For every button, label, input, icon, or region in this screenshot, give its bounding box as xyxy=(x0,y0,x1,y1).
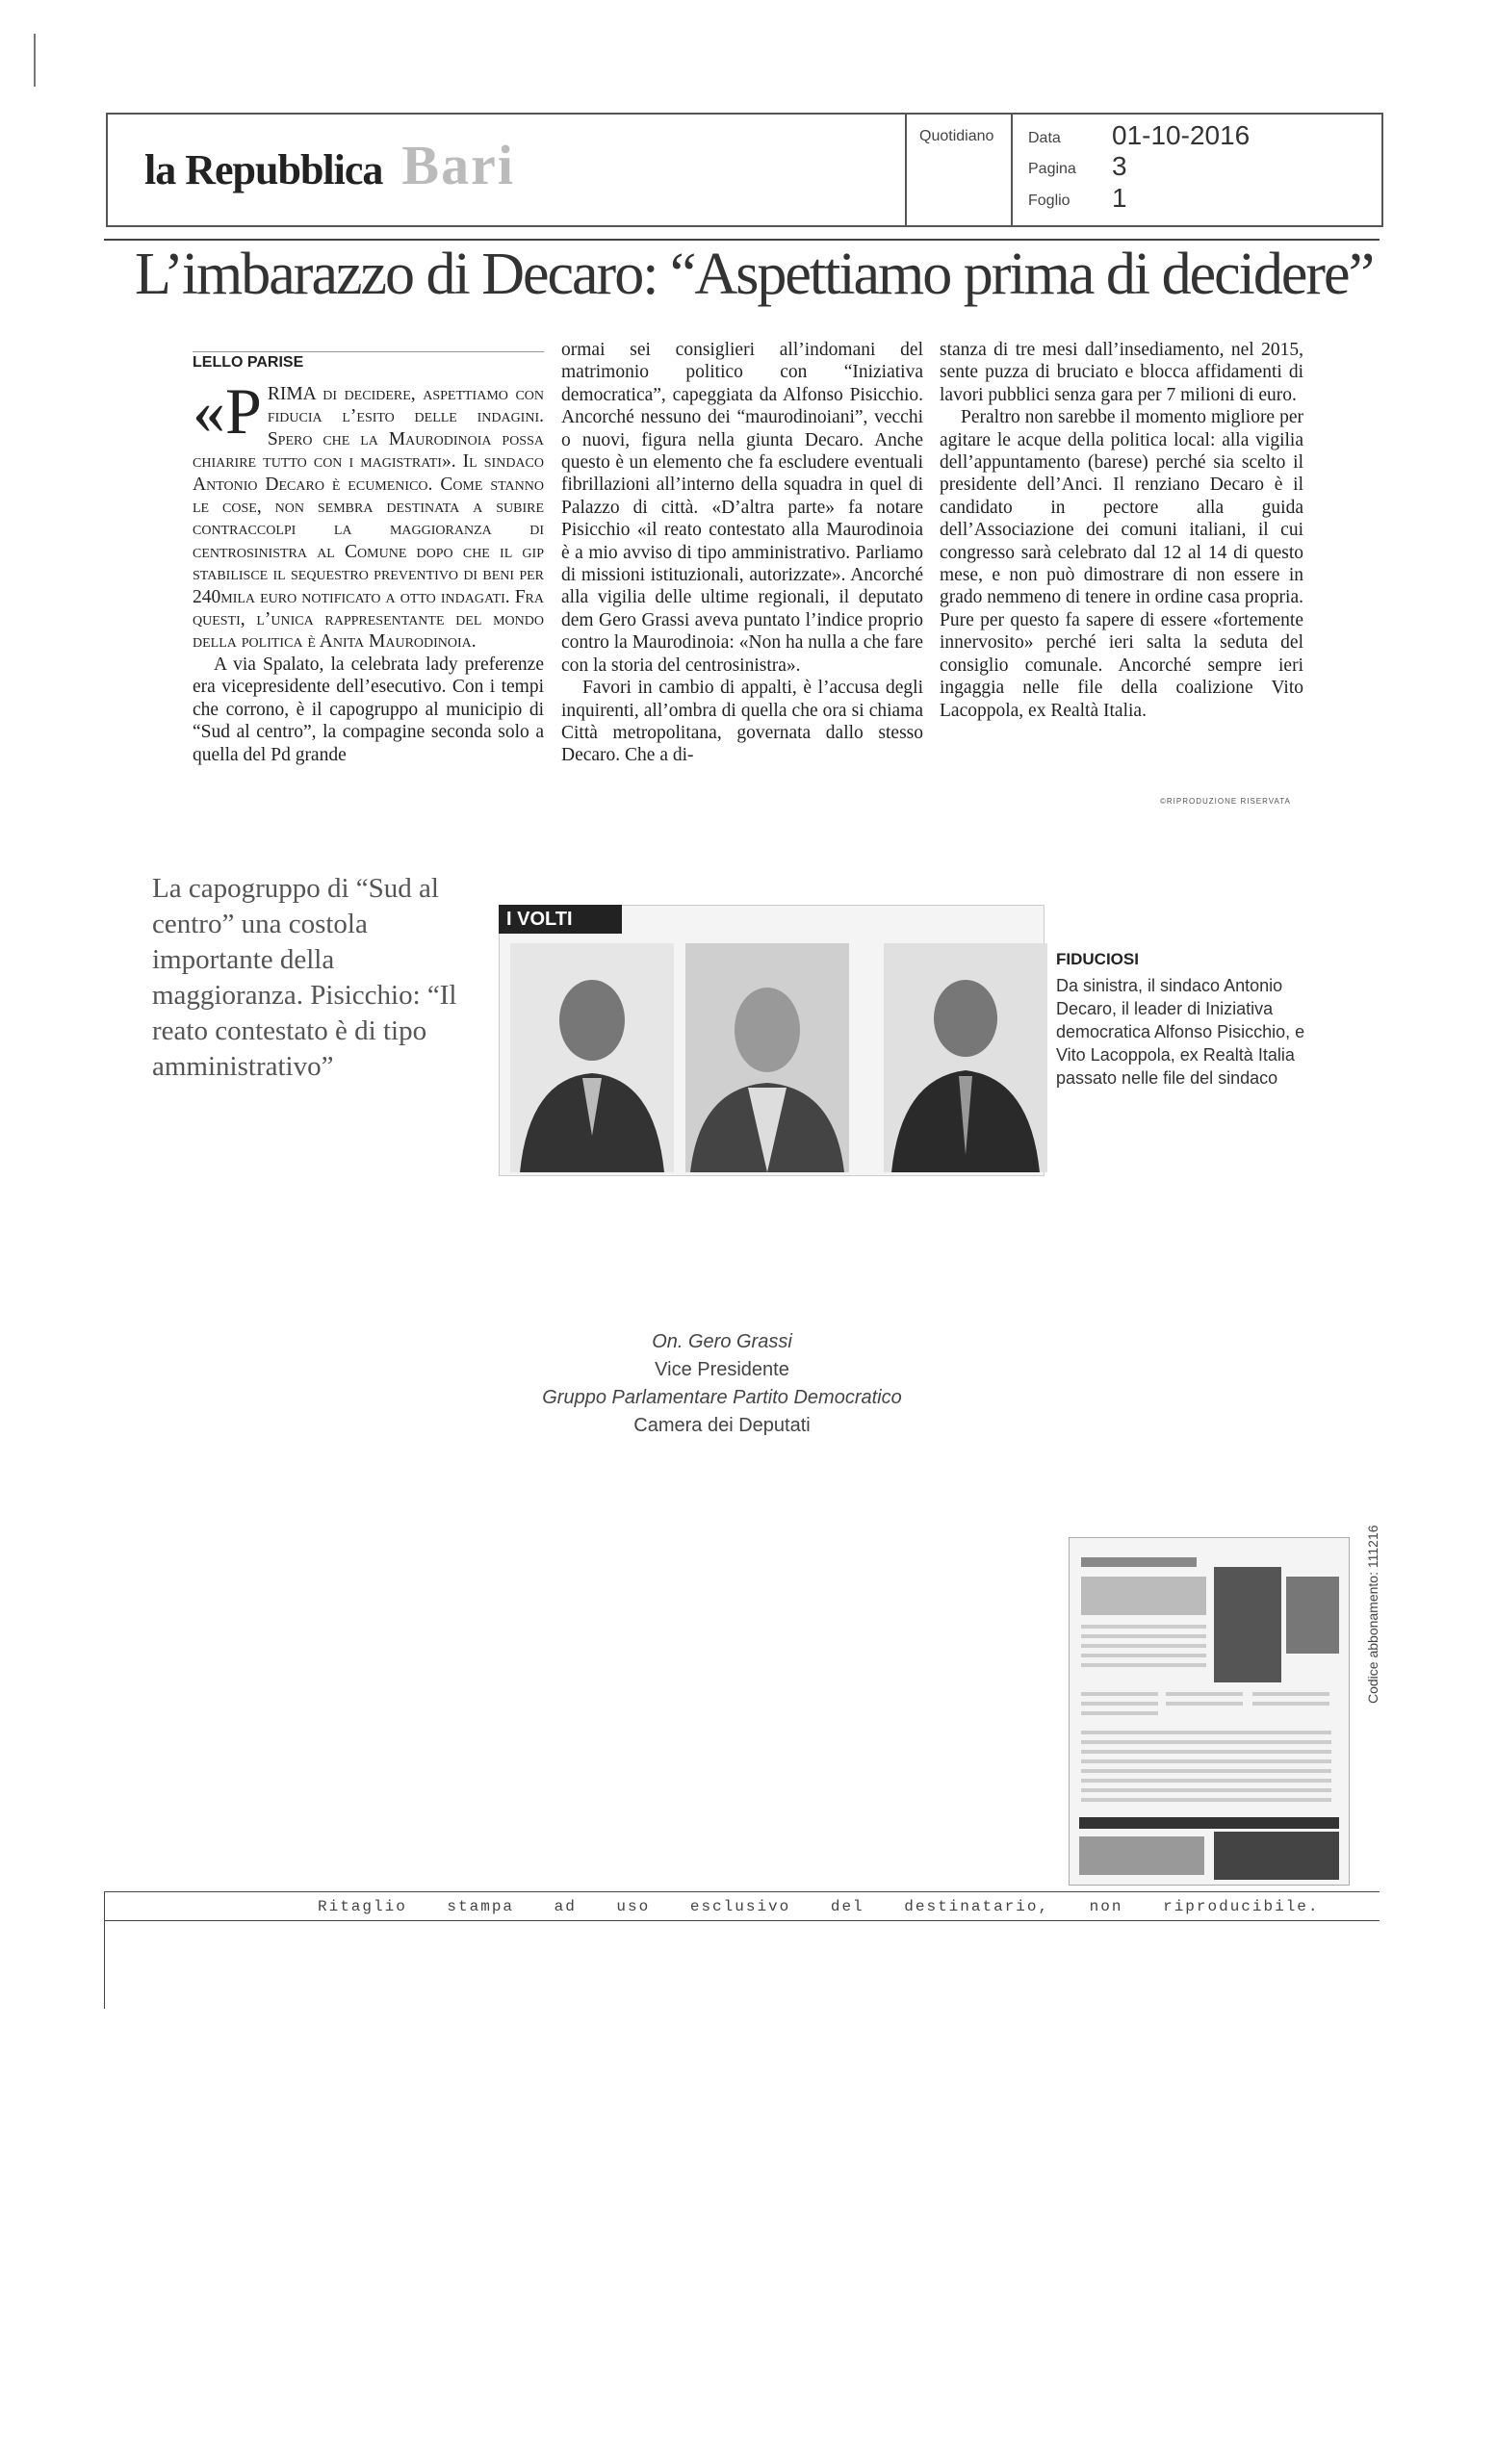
photo-portrait xyxy=(685,943,849,1172)
caption-title: FIDUCIOSI xyxy=(1056,950,1139,968)
divider xyxy=(104,1891,105,2009)
foglio-value: 1 xyxy=(1112,183,1127,213)
signature-name: On. Gero Grassi xyxy=(652,1331,792,1352)
header-divider xyxy=(905,113,907,225)
paragraph: Favori in cambio di appalti, è l’accusa degli inquirenti, all’ombra di quella che ora si chiama Città metropolitana, governata dallo stesso Decaro. Che a di- xyxy=(561,678,923,766)
scan-mark xyxy=(34,34,36,87)
divider xyxy=(104,1891,1380,1892)
page-thumbnail-icon xyxy=(1070,1538,1349,1885)
signature-group: Gruppo Parlamentare Partito Democratico xyxy=(542,1387,902,1408)
person-photo-icon xyxy=(685,943,849,1172)
data-value: 01-10-2016 xyxy=(1112,120,1251,150)
photo-portrait xyxy=(510,943,674,1172)
article-column-1 xyxy=(193,374,544,766)
header-divider xyxy=(1011,113,1013,225)
person-photo-icon xyxy=(510,943,674,1172)
page-thumbnail xyxy=(1069,1537,1350,1886)
photo-band-label: I VOLTI xyxy=(499,905,622,934)
data-label: Data xyxy=(1028,130,1061,146)
masthead-paper: la Repubblica xyxy=(144,146,383,193)
pagina-value: 3 xyxy=(1112,151,1127,181)
subscription-code: Codice abbonamento: 111216 xyxy=(1365,1525,1380,1704)
paragraph: A via Spalato, la celebrata lady preferenze era vicepresidente dell’esecutivo. Con i tempi che corrono, è il capogruppo al municipio di “Sud al centro”, la compagine seconda solo a quella del Pd grande xyxy=(193,654,544,765)
drop-cap: «P xyxy=(193,374,262,448)
signature-chamber: Camera dei Deputati xyxy=(633,1415,811,1436)
masthead-city: Bari xyxy=(401,134,515,196)
article-column-2 xyxy=(561,339,923,767)
photo-portrait xyxy=(884,943,1047,1172)
person-photo-icon xyxy=(884,943,1047,1172)
paragraph: Peraltro non sarebbe il momento migliore per agitare le acque della politica local: alla vigilia dell’appuntamento (barese) perché sia scelto il presidente dell’Anci. Il renziano Decaro è il candidato in pectore alla guida dell’Associazione dei comuni italiani, il cui congresso sarà celebrato dal 12 al 14 di questo mese, e non può dimostrare di non essere in grado nemmeno di tenere in ordine casa propria. Pure per questo fa sapere di essere «fortemente innervosito» perché ieri salta la seduta del consiglio comunale. Ancorché sempre ieri ingaggia nelle file della coalizione Vito Lacoppola, ex Realtà Italia. xyxy=(940,407,1303,721)
article-column-3 xyxy=(940,339,1303,722)
foglio-label: Foglio xyxy=(1028,192,1070,209)
headline: L’imbarazzo di Decaro: “Aspettiamo prima di decidere” xyxy=(135,242,1374,307)
pagina-label: Pagina xyxy=(1028,161,1076,177)
pull-quote: La capogruppo di “Sud al centro” una costola importante della maggioranza. Pisicchio: “Il reato contestato è di tipo amministrativo” xyxy=(152,873,457,1082)
footer-notice: Ritaglio stampa ad uso esclusivo del destinatario, non riproducibile. xyxy=(318,1898,1320,1915)
byline: LELLO PARISE xyxy=(193,354,304,371)
signature-block xyxy=(433,1328,1011,1440)
rights-notice: ©RIPRODUZIONE RISERVATA xyxy=(1160,797,1291,806)
paragraph: stanza di tre mesi dall’insediamento, nel 2015, sente puzza di bruciato e blocca affidamenti di lavori pubblici senza gara per 7 milioni di euro. xyxy=(940,340,1303,405)
masthead xyxy=(144,133,515,197)
divider xyxy=(193,351,544,352)
caption-text: Da sinistra, il sindaco Antonio Decaro, il leader di Iniziativa democratica Alfonso Pisicchio, e Vito Lacoppola, ex Realtà Italia passato nelle file del sindaco xyxy=(1056,976,1305,1088)
paragraph: ormai sei consiglieri all’indomani del matrimonio politico con “Iniziativa democratica”, capeggiata da Alfonso Pisicchio. Ancorché nessuno dei “maurodinoiani”, vecchi o nuovi, figura nella giunta Decaro. Anche questo è un elemento che fa escludere eventuali fibrillazioni all’interno della squadra in quel di Palazzo di città. «D’altra parte» fa notare Pisicchio «il reato contestato alla Maurodinoia è a mio avviso di tipo amministrativo. Parliamo di missioni istituzionali, autorizzate». Ancorché alla vigilia delle ultime regionali, il deputato dem Gero Grassi aveva puntato l’indice proprio contro la Maurodinoia: «Non ha nulla a che fare con la storia del centrosinistra». xyxy=(561,340,923,676)
publication-type: Quotidiano xyxy=(919,128,994,144)
signature-role: Vice Presidente xyxy=(655,1359,789,1380)
paragraph: RIMA di decidere, aspettiamo con fiducia l’esito delle indagini. Spero che la Maurodinoia possa chiarire tutto con i magistrati». Il sindaco Antonio Decaro è ecumenico. Come stanno le cose, non sembra destinata a subire contraccolpi la maggioranza di centrosinistra al Comune dopo che il gip stabilisce il sequestro preventivo di beni per 240mila euro notificato a otto indagati. Fra questi, l’unica rappresentante del mondo della politica è Anita Maurodinoia. xyxy=(193,384,544,653)
divider xyxy=(104,1920,1380,1921)
